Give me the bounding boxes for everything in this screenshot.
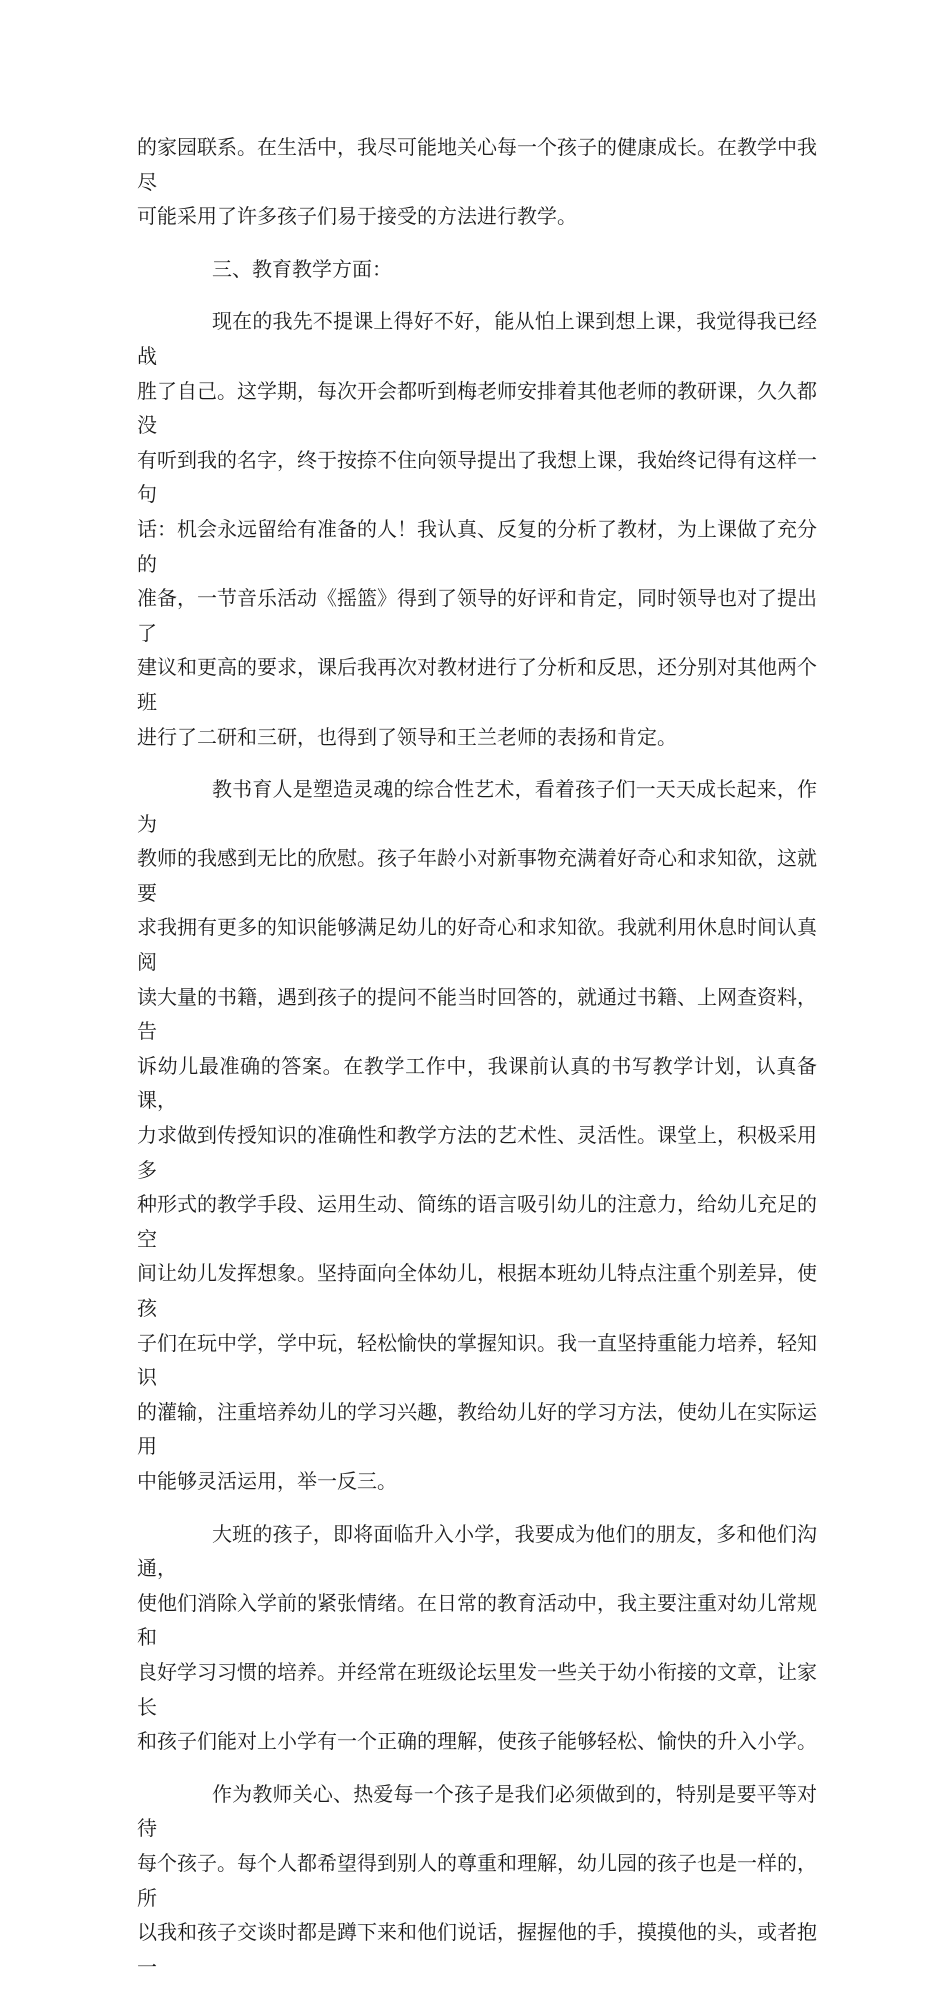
- paragraph-senior-class: 大班的孩子，即将面临升入小学，我要成为他们的朋友，多和他们沟通， 使他们消除入学前的紧张情绪。在日常的教育活动中，我主要注重对幼儿常规和 良好学习习惯的培养。并经常在班级论坛里发一些关于幼小衔接的文章，让家长 和孩子们能对上小学有一个正确的理解，使孩子能够轻松、愉快的升入小学。: [137, 1521, 817, 1754]
- paragraph-caring-children: 作为教师关心、热爱每一个孩子是我们必须做到的，特别是要平等对待 每个孩子。每个人都希望得到别人的尊重和理解，幼儿园的孩子也是一样的，所 以我和孩子交谈时都是蹲下来和他们说话，握握他的手，摸摸他的头，或者抱一: [137, 1781, 817, 1979]
- paragraph-continuation: 的家园联系。在生活中，我尽可能地关心每一个孩子的健康成长。在教学中我尽 可能采用了许多孩子们易于接受的方法进行教学。: [137, 135, 817, 229]
- section-heading: 三、教育教学方面：: [212, 256, 392, 281]
- paragraph-educating-people: 教书育人是塑造灵魂的综合性艺术，看着孩子们一天天成长起来，作为 教师的我感到无比的欣慰。孩子年龄小对新事物充满着好奇心和求知欲，这就要 求我拥有更多的知识能够满足幼儿的好奇心和求知欲。我就利用休息时间认真阅 读大量的书籍，遇到孩子的提问不能当时回答的，就通过书籍、上网查资料，告 诉幼儿最准确的答案。在教学工作中，我课前认真的书写教学计划，认真备课， 力求做到传授知识的准确性和教学方法的艺术性、灵活性。课堂上，积极采用多 种形式的教学手段、运用生动、简练的语言吸引幼儿的注意力，给幼儿充足的空 间让幼儿发挥想象。坚持面向全体幼儿，根据本班幼儿特点注重个别差异，使孩 子们在玩中学，学中玩，轻松愉快的掌握知识。我一直坚持重能力培养，轻知识 的灌输，注重培养幼儿的学习兴趣，教给幼儿好的学习方法，使幼儿在实际运用 中能够灵活运用，举一反三。: [137, 777, 817, 1493]
- paragraph-teaching-practice: 现在的我先不提课上得好不好，能从怕上课到想上课，我觉得我已经战 胜了自己。这学期，每次开会都听到梅老师安排着其他老师的教研课，久久都没 有听到我的名字，终于按捺不住向领导提出了我想上课，我始终记得有这样一句 话：机会永远留给有准备的人！我认真、反复的分析了教材，为上课做了充分的 准备，一节音乐活动《摇篮》得到了领导的好评和肯定，同时领导也对了提出了 建议和更高的要求，课后我再次对教材进行了分析和反思，还分别对其他两个班 进行了二研和三研，也得到了领导和王兰老师的表扬和肯定。: [137, 309, 817, 749]
- document-body: [137, 130, 817, 2002]
